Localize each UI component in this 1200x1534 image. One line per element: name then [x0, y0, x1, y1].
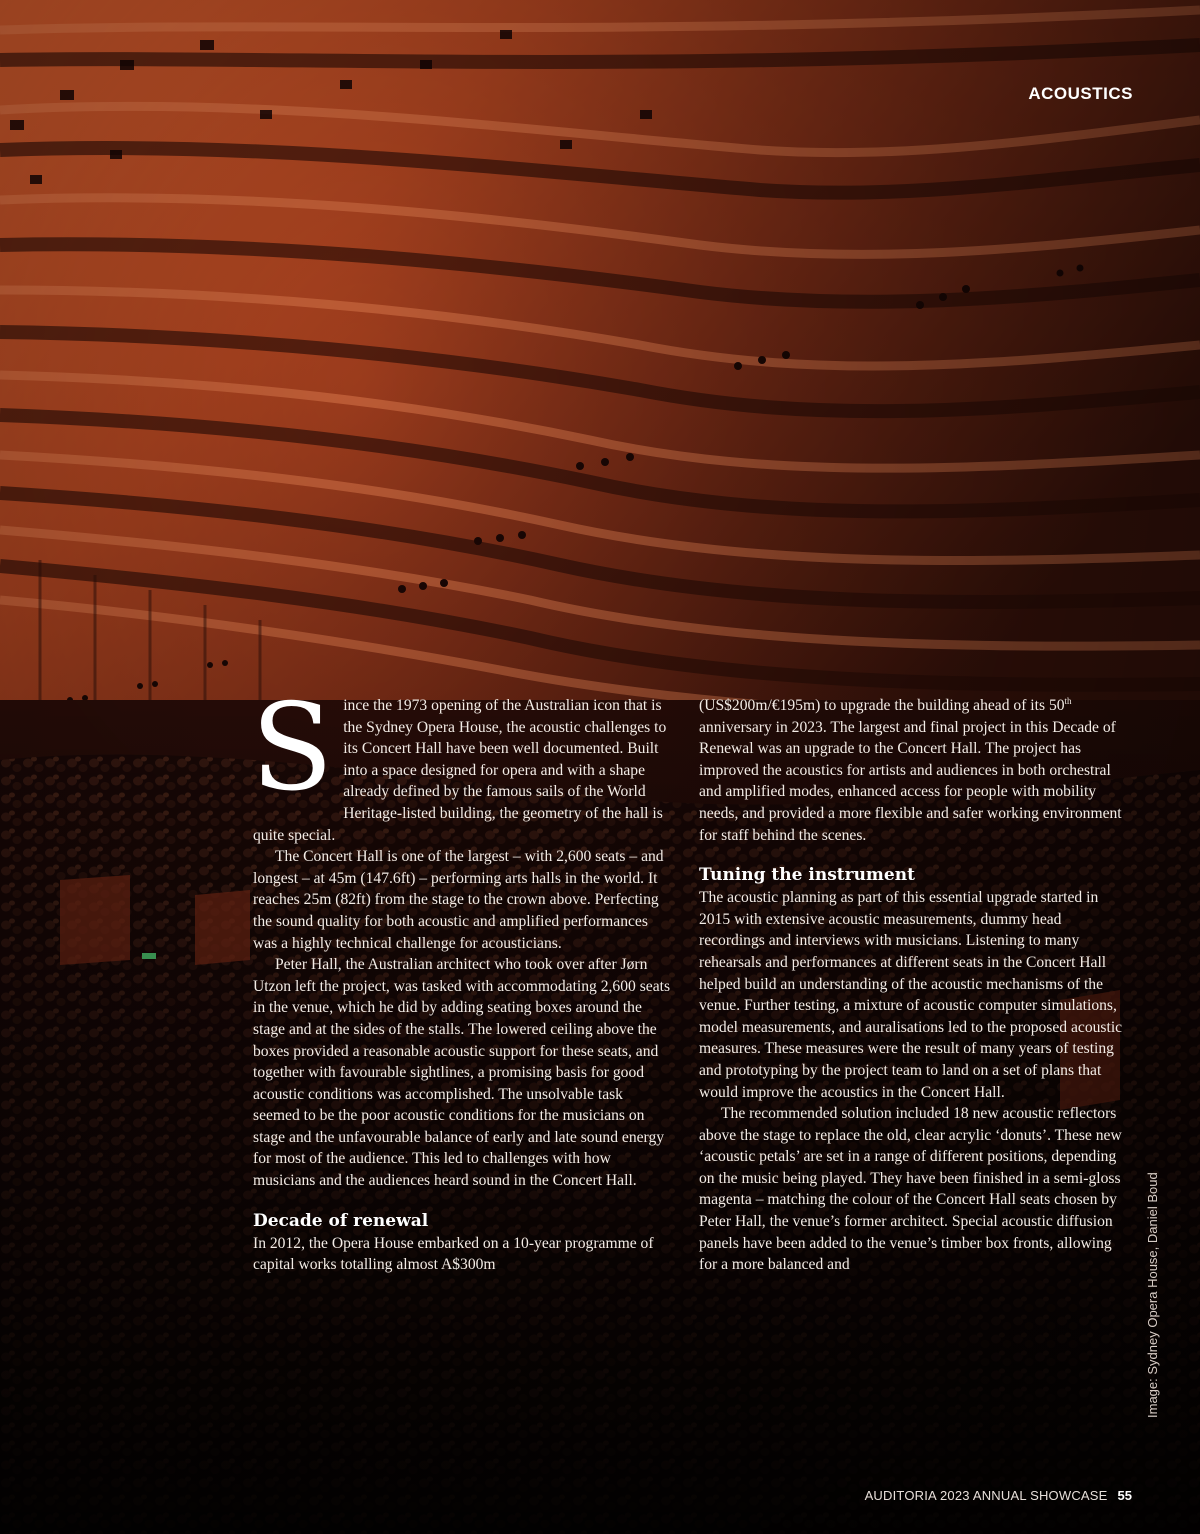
article-paragraph	[699, 695, 1127, 846]
article-column-left	[251, 679, 673, 1276]
page-footer	[865, 1488, 1132, 1503]
publication-name: AUDITORIA 2023 ANNUAL SHOWCASE	[864, 1488, 1108, 1503]
drop-cap: S	[251, 679, 334, 818]
article-paragraph: The Concert Hall is one of the largest – with 2,600 seats – and longest – at 45m (147.6ft) – performing arts halls in the world. It reaches 25m (82ft) from the stage to the crown above. Perfecting the sound quality for both acoustic and amplified performances was a highly technical challenge for acousticians.	[253, 848, 664, 952]
photo-credit: Image: Sydney Opera House, Daniel Boud	[1145, 1172, 1160, 1418]
section-heading: Tuning the instrument	[699, 865, 915, 886]
article-column-right	[699, 695, 1127, 1276]
page-number: 55	[1117, 1488, 1132, 1503]
section-label: ACOUSTICS	[1028, 84, 1133, 103]
article-paragraph: The recommended solution included 18 new acoustic reflectors above the stage to replace the old, clear acrylic ‘donuts’. These new ‘acoustic petals’ are set in a range of different positions, depending on the music being played. They have been finished in a semi-gloss magenta – matching the colour of the Concert Hall seats chosen by Peter Hall, the venue’s former architect. Special acoustic diffusion panels have been added to the venue’s timber box fronts, allowing for a more balanced and	[699, 1105, 1122, 1274]
paragraph-text: (US$200m/€195m) to upgrade the building ahead of its 50	[699, 697, 1065, 714]
paragraph-text: anniversary in 2023. The largest and final project in this Decade of Renewal was an upgrade to the Concert Hall. The project has improved the acoustics for artists and audiences in both orchestral and amplified modes, enhanced access for people with mobility needs, and provided a more flexible and safer working environment for staff behind the scenes.	[699, 718, 1122, 844]
article-paragraph: Peter Hall, the Australian architect who took over after Jørn Utzon left the project, was tasked with accommodating 2,600 seats in the venue, which he did by adding seating boxes around the stage and at the sides of the stalls. The lowered ceiling above the boxes provided a reasonable acoustic support for these seats, and together with favourable sightlines, a promising basis for good acoustic conditions was accomplished. The unsolvable task seemed to be the poor acoustic conditions for the musicians on stage and the unfavourable balance of early and late sound energy for most of the audience. This led to challenges with how musicians and the audiences heard sound in the Concert Hall.	[253, 956, 671, 1190]
ordinal-superscript: th	[1064, 695, 1072, 706]
paragraph-text: ince the 1973 opening of the Australian icon that is the Sydney Opera House, the acoustic challenges to its Concert Hall have been well documented. Built into a space designed for opera and with a shape already defined by the famous sails of the World Heritage-listed building, the geometry of the hall is quite special.	[253, 697, 667, 844]
section-heading: Decade of renewal	[253, 1210, 429, 1231]
article-paragraph: The acoustic planning as part of this essential upgrade started in 2015 with extensive acoustic measurements, dummy head recordings and interviews with musicians. Listening to many rehearsals and performances at different seats in the Concert Hall helped build an understanding of the acoustic mechanisms of the venue. Further testing, a mixture of acoustic computer simulations, model measurements, and auralisations led to the proposed acoustic measures. These measures were the result of many years of testing and prototyping by the project team to land on a set of plans that would improve the acoustics in the Concert Hall.	[699, 889, 1123, 1101]
article-paragraph: In 2012, the Opera House embarked on a 10-year programme of capital works totalling almost A$300m	[253, 1234, 654, 1274]
article-paragraph	[251, 679, 673, 846]
